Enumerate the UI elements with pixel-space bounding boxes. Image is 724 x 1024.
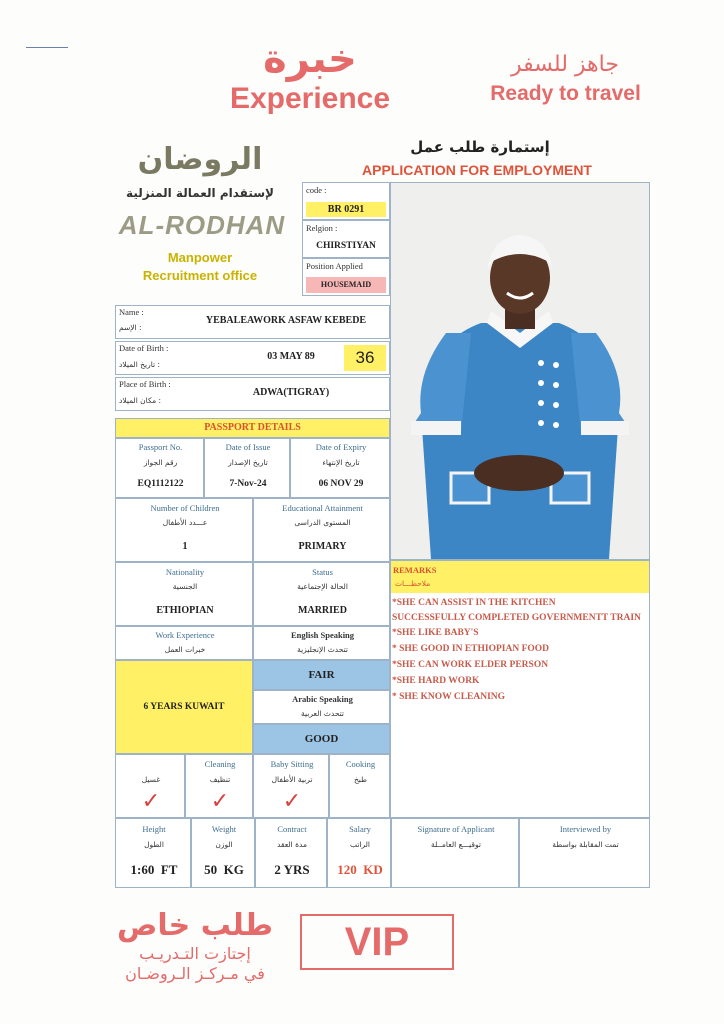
religion-field xyxy=(302,220,390,258)
remark-2: SUCCESSFULLY COMPLETED GOVERNMENTT TRAIN xyxy=(392,613,641,623)
position-label: Position Applied xyxy=(306,261,363,271)
passport-issue-label-arabic: تاريخ الإصدار xyxy=(228,458,268,467)
skill-cooking-cell xyxy=(329,754,390,818)
position-value: HOUSEMAID xyxy=(306,277,386,293)
salary-label: Salary xyxy=(349,824,371,834)
experience-arabic: خبرة xyxy=(263,36,357,82)
vip-stamp xyxy=(300,914,454,970)
passport-expiry-cell xyxy=(290,438,390,498)
dob-label: Date of Birth : xyxy=(119,343,169,353)
corner-dash xyxy=(26,47,68,48)
agency-subtitle-arabic: لإستقدام العمالة المنزلية xyxy=(126,186,274,200)
arabic-label-arabic: تتحدث العربية xyxy=(300,709,345,718)
arabic-label: Arabic Speaking xyxy=(292,694,353,704)
skill-washing-check-icon: ✓ xyxy=(141,789,161,814)
skill-cleaning-cell xyxy=(185,754,253,818)
form-title: APPLICATION FOR EMPLOYMENT xyxy=(362,162,592,178)
english-label-cell xyxy=(253,626,390,660)
religion-value: CHIRSTIYAN xyxy=(316,241,376,251)
agency-name-arabic: الروضان xyxy=(137,142,263,177)
passport-issue-value: 7-Nov-24 xyxy=(229,479,267,489)
remark-6: *SHE HARD WORK xyxy=(392,676,480,686)
status-label-arabic: الحالة الإجتماعية xyxy=(297,582,348,591)
pob-field xyxy=(115,377,390,411)
children-label: Number of Children xyxy=(150,503,220,513)
religion-label: Relgion : xyxy=(306,223,338,233)
dob-value: 03 MAY 89 xyxy=(267,351,315,362)
height-label: Height xyxy=(142,824,166,834)
work-value: 6 YEARS KUWAIT xyxy=(115,660,253,754)
agency-name: AL-RODHAN xyxy=(118,210,286,240)
contract-cell xyxy=(255,818,327,888)
work-label-cell xyxy=(115,626,253,660)
nationality-value: ETHIOPIAN xyxy=(156,605,214,616)
education-cell xyxy=(253,498,390,562)
interview-label-arabic: تمت المقابلة بواسطة xyxy=(552,840,619,849)
applicant-photo xyxy=(390,182,650,560)
salary-label-arabic: الراتب xyxy=(349,840,371,849)
dob-field xyxy=(115,341,390,375)
signature-label-arabic: توقيـــع العامــلة xyxy=(431,840,481,849)
signature-cell xyxy=(391,818,519,888)
work-label: Work Experience xyxy=(155,630,215,640)
work-label-arabic: خبرات العمل xyxy=(164,645,206,654)
interview-cell xyxy=(519,818,650,888)
skill-washing-cell xyxy=(115,754,185,818)
remark-7: * SHE KNOW CLEANING xyxy=(392,692,506,702)
english-value: FAIR xyxy=(253,660,390,690)
skill-cleaning-label: Cleaning xyxy=(204,759,236,769)
code-value: BR 0291 xyxy=(306,202,386,217)
skill-babysitting-cell xyxy=(253,754,329,818)
passport-title: PASSPORT DETAILS xyxy=(115,418,390,438)
skill-babysitting-label: Baby Sitting xyxy=(270,759,314,769)
form-title-arabic: إستمارة طلب عمل xyxy=(410,138,550,156)
education-label: Educational Attainment xyxy=(282,503,363,513)
interview-label: Interviewed by xyxy=(559,824,612,834)
contract-value: 2 YRS xyxy=(274,862,310,877)
passport-issue-cell xyxy=(204,438,290,498)
remark-4: * SHE GOOD IN ETHIOPIAN FOOD xyxy=(392,644,550,654)
code-label: code : xyxy=(306,185,327,195)
nationality-label-arabic: الجنسية xyxy=(172,582,198,591)
english-label: English Speaking xyxy=(290,630,355,640)
pob-label: Place of Birth : xyxy=(119,379,171,389)
weight-label: Weight xyxy=(211,824,237,834)
dob-label-arabic: تاريخ الميلاد : xyxy=(119,360,161,369)
remark-1: *SHE CAN ASSIST IN THE KITCHEN xyxy=(392,598,556,608)
nationality-label: Nationality xyxy=(165,567,205,577)
skill-cooking-label-arabic: طبخ xyxy=(353,775,368,784)
training-arabic: إجتازت التـدريـب xyxy=(139,944,251,963)
skill-cooking-label: Cooking xyxy=(345,759,376,769)
arabic-label-cell xyxy=(253,690,390,724)
ready-title: Ready to travel xyxy=(490,82,641,105)
passport-no-value: EQ1112122 xyxy=(137,479,184,489)
status-value: MARRIED xyxy=(298,605,347,616)
remark-3: *SHE LIKE BABY'S xyxy=(392,628,479,638)
passport-no-label-arabic: رقم الجواز xyxy=(143,458,178,467)
remarks-title: REMARKS xyxy=(393,565,437,575)
salary-cell xyxy=(327,818,391,888)
remark-5: *SHE CAN WORK ELDER PERSON xyxy=(392,660,549,670)
education-label-arabic: المستوى الدراسى xyxy=(294,518,351,527)
children-cell xyxy=(115,498,253,562)
special-request-arabic: طلب خاص xyxy=(117,908,273,943)
contract-label: Contract xyxy=(277,824,307,834)
skill-washing-label-arabic: غسيل xyxy=(141,775,161,784)
agency-line1: Manpower xyxy=(167,250,233,265)
vip-text: VIP xyxy=(344,920,410,964)
name-label: Name : xyxy=(119,307,144,317)
code-field xyxy=(302,182,390,220)
pob-value: ADWA(TIGRAY) xyxy=(252,387,330,398)
height-cell xyxy=(115,818,191,888)
age-value: 36 xyxy=(344,345,386,371)
position-field xyxy=(302,258,390,296)
status-cell xyxy=(253,562,390,626)
skill-cleaning-check-icon: ✓ xyxy=(210,789,230,814)
passport-expiry-label-arabic: تاريخ الإنتهاء xyxy=(322,458,360,467)
status-label: Status xyxy=(312,567,333,577)
arabic-value: GOOD xyxy=(253,724,390,754)
agency-line2: Recruitment office xyxy=(142,268,258,283)
pob-label-arabic: مكان الميلاد : xyxy=(119,396,162,405)
skill-babysitting-check-icon: ✓ xyxy=(282,789,302,814)
salary-value: 120 KD xyxy=(337,862,383,877)
height-value: 1:60 FT xyxy=(130,862,178,877)
passport-expiry-value: 06 NOV 29 xyxy=(318,479,364,489)
passport-no-cell xyxy=(115,438,204,498)
english-label-arabic: تتحدث الإنجليزية xyxy=(297,645,348,654)
center-arabic: في مـركـز الـروضـان xyxy=(125,964,265,983)
signature-label: Signature of Applicant xyxy=(417,824,495,834)
education-value: PRIMARY xyxy=(298,541,347,552)
name-value: YEBALEAWORK ASFAW KEBEDE xyxy=(205,315,367,326)
skill-babysitting-label-arabic: تربية الأطفال xyxy=(271,775,313,784)
height-label-arabic: الطول xyxy=(144,840,164,849)
weight-value: 50 KG xyxy=(204,862,244,877)
children-value: 1 xyxy=(182,541,188,552)
passport-no-label: Passport No. xyxy=(138,442,183,452)
remarks-title-arabic: ملاحظـــات xyxy=(395,579,431,588)
experience-title: Experience xyxy=(229,82,391,115)
children-label-arabic: عـــدد الأطفال xyxy=(162,518,208,527)
remarks-header xyxy=(391,561,649,593)
weight-cell xyxy=(191,818,255,888)
weight-label-arabic: الوزن xyxy=(215,840,233,849)
ready-arabic: جاهز للسفر xyxy=(511,52,619,77)
skill-cleaning-label-arabic: تنظيف xyxy=(209,775,231,784)
nationality-cell xyxy=(115,562,253,626)
contract-label-arabic: مدة العقد xyxy=(277,840,307,849)
name-label-arabic: الإسم : xyxy=(119,323,142,332)
passport-expiry-label: Date of Expiry xyxy=(315,442,367,452)
passport-issue-label: Date of Issue xyxy=(225,442,271,452)
name-field xyxy=(115,305,390,339)
